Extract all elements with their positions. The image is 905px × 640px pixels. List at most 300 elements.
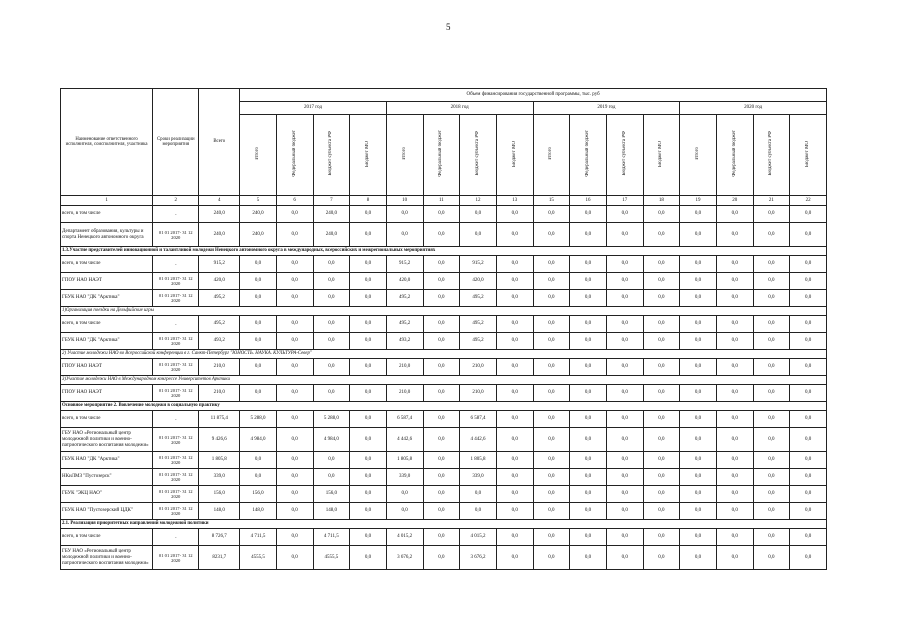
row-name: НКиЛМЗ "Пустозерск" [61,469,153,486]
row-value: 0,0 [570,290,607,307]
row-value: 0,0 [496,385,533,402]
row-value: 0,0 [680,273,717,290]
row-name: всего, в том числе [61,206,153,223]
row-value: 0,0 [496,273,533,290]
header-subcolumn-label: Бюджет субъекта РФ [475,131,481,176]
row-value: 0,0 [276,452,313,469]
column-number: 1 [61,196,153,206]
header-subcolumn [386,115,423,196]
row-value: 5 288,0 [240,411,277,428]
row-value: 4 984,0 [313,428,350,452]
row-value: 0,0 [276,546,313,570]
column-number: 6 [276,196,313,206]
row-value: 0,0 [716,290,753,307]
row-value: 0,0 [350,546,387,570]
row-value: 0,0 [790,359,827,376]
header-subcolumn-label: Итого [548,147,554,160]
row-value: 0,0 [533,333,570,350]
row-value: 0,0 [570,256,607,273]
row-value: 0,0 [496,316,533,333]
section-heading-row [61,376,827,385]
row-value: 0,0 [643,546,680,570]
header-year-2017: 2017 год [240,102,387,115]
row-value: 0,0 [716,469,753,486]
row-value: 0,0 [606,411,643,428]
row-value: 4 015,2 [386,529,423,546]
row-value: 339,0 [460,469,497,486]
row-value: 0,0 [606,273,643,290]
row-name: Департамент образования, культуры и спорта Ненецкого автономного округа [61,223,153,247]
row-value: 0,0 [680,223,717,247]
row-dates: 01 01 2017- 31 12 2020 [153,273,199,290]
row-value: 0,0 [350,273,387,290]
row-value: 0,0 [350,223,387,247]
row-dates: 01 01 2017- 31 12 2020 [153,503,199,520]
row-value: 0,0 [240,273,277,290]
row-value: 0,0 [753,529,790,546]
row-total: 8 726,7 [199,529,240,546]
row-value: 0,0 [753,316,790,333]
row-total: 915,2 [199,256,240,273]
row-value: 0,0 [606,546,643,570]
row-value: 0,0 [643,316,680,333]
row-value: 0,0 [423,256,460,273]
row-value: 0,0 [643,469,680,486]
row-value: 493,2 [386,333,423,350]
row-value: 0,0 [350,206,387,223]
row-value: 0,0 [496,206,533,223]
header-total-column: Всего [199,89,240,196]
row-value: 0,0 [680,359,717,376]
column-number: 19 [680,196,717,206]
header-subcolumn-label: Бюджет МО [365,140,370,167]
table-header [61,89,827,206]
row-value: 0,0 [643,273,680,290]
row-name: всего, в том числе [61,256,153,273]
row-value: 0,0 [496,428,533,452]
row-value: 0,0 [423,316,460,333]
row-value: 0,0 [423,223,460,247]
row-value: 0,0 [643,503,680,520]
row-value: 0,0 [570,316,607,333]
row-name: ГПОУ НАО НАЭТ [61,273,153,290]
row-value: 0,0 [350,411,387,428]
row-dates: - [153,411,199,428]
row-value: 0,0 [423,469,460,486]
column-number: 16 [570,196,607,206]
header-subcolumn-label: Итого [254,147,260,160]
row-value: 0,0 [276,206,313,223]
row-value: 0,0 [716,206,753,223]
section-heading-row [61,307,827,316]
row-value: 240,0 [240,206,277,223]
row-value: 0,0 [643,411,680,428]
row-value: 0,0 [570,223,607,247]
column-numbers-row [61,196,827,206]
row-value: 0,0 [680,529,717,546]
header-subcolumn [240,115,277,196]
row-total: 493,2 [199,333,240,350]
row-value: 0,0 [533,316,570,333]
row-value: 0,0 [716,503,753,520]
header-subcolumn [423,115,460,196]
row-value: 0,0 [313,469,350,486]
row-value: 4 711,5 [313,529,350,546]
header-subcolumn [606,115,643,196]
table-row [61,256,827,273]
row-value: 148,0 [240,503,277,520]
row-value: 0,0 [276,256,313,273]
row-value: 0,0 [386,223,423,247]
row-value: 0,0 [533,452,570,469]
row-value: 0,0 [680,316,717,333]
row-value: 0,0 [790,385,827,402]
row-value: 0,0 [643,256,680,273]
row-value: 3 676,2 [386,546,423,570]
row-value: 6 587,4 [386,411,423,428]
row-value: 0,0 [496,411,533,428]
row-value: 0,0 [570,529,607,546]
row-value: 0,0 [350,486,387,503]
row-dates: 01 01 2017- 31 12 2020 [153,546,199,570]
row-dates: - [153,206,199,223]
row-dates: 01 01 2017- 31 12 2020 [153,469,199,486]
row-value: 0,0 [276,385,313,402]
header-subcolumn [753,115,790,196]
row-value: 0,0 [753,359,790,376]
row-value: 0,0 [570,469,607,486]
row-value: 0,0 [240,469,277,486]
row-value: 0,0 [460,206,497,223]
row-value: 0,0 [680,411,717,428]
row-value: 0,0 [423,359,460,376]
table-row [61,452,827,469]
row-value: 0,0 [680,290,717,307]
row-value: 0,0 [790,316,827,333]
row-value: 0,0 [313,385,350,402]
row-value: 0,0 [533,411,570,428]
row-value: 420,0 [386,273,423,290]
row-value: 4555,5 [240,546,277,570]
row-value: 0,0 [716,316,753,333]
row-value: 0,0 [276,223,313,247]
row-value: 210,0 [460,385,497,402]
row-value: 0,0 [606,290,643,307]
row-value: 915,2 [386,256,423,273]
row-value: 0,0 [680,333,717,350]
row-value: 420,0 [460,273,497,290]
row-value: 0,0 [570,206,607,223]
row-value: 0,0 [606,452,643,469]
section-heading-row [61,247,827,256]
row-value: 156,0 [313,486,350,503]
column-number: 10 [386,196,423,206]
row-value: 0,0 [533,359,570,376]
column-number: 12 [460,196,497,206]
row-value: 0,0 [496,546,533,570]
row-value: 0,0 [276,333,313,350]
row-value: 0,0 [606,333,643,350]
row-value: 0,0 [496,469,533,486]
column-number: 7 [313,196,350,206]
row-value: 0,0 [716,273,753,290]
row-value: 0,0 [276,359,313,376]
row-value: 0,0 [606,486,643,503]
table-row [61,503,827,520]
row-value: 0,0 [533,428,570,452]
row-value: 0,0 [570,452,607,469]
row-value: 0,0 [790,469,827,486]
table-row [61,223,827,247]
row-name: ГБУК "ЭКЦ НАО" [61,486,153,503]
row-value: 0,0 [606,316,643,333]
table-row [61,385,827,402]
row-value: 0,0 [790,503,827,520]
row-value: 0,0 [680,452,717,469]
row-value: 0,0 [790,546,827,570]
row-value: 0,0 [386,206,423,223]
row-value: 210,0 [386,359,423,376]
row-value: 0,0 [790,529,827,546]
row-dates: 01 01 2017- 31 12 2020 [153,452,199,469]
table-row [61,333,827,350]
row-value: 240,0 [313,206,350,223]
row-total: 495,2 [199,290,240,307]
row-value: 0,0 [606,529,643,546]
row-value: 0,0 [643,290,680,307]
row-value: 0,0 [350,359,387,376]
table-body [61,206,827,570]
row-value: 5 288,0 [313,411,350,428]
column-number: 22 [790,196,827,206]
row-value: 0,0 [240,290,277,307]
page-number: 5 [446,22,451,32]
row-value: 0,0 [790,256,827,273]
row-name: ГБУК НАО "ДК "Арктика" [61,290,153,307]
header-subcolumn-label: Бюджет субъекта РФ [768,131,774,176]
row-total: 156,0 [199,486,240,503]
row-value: 0,0 [606,256,643,273]
column-number: 17 [606,196,643,206]
row-value: 0,0 [533,503,570,520]
header-subcolumn-label: Итого [695,147,701,160]
row-value: 0,0 [313,333,350,350]
row-value: 0,0 [716,256,753,273]
row-value: 0,0 [643,223,680,247]
row-value: 0,0 [680,503,717,520]
row-value: 495,2 [386,316,423,333]
row-value: 0,0 [533,469,570,486]
row-name: всего, в том числе [61,316,153,333]
row-value: 0,0 [716,529,753,546]
column-number: 18 [643,196,680,206]
section-heading: 2.1. Реализация приоритетных направлений молодежной политики [61,520,827,529]
row-value: 495,2 [460,290,497,307]
row-value: 0,0 [606,469,643,486]
row-value: 0,0 [350,469,387,486]
row-value: 0,0 [423,290,460,307]
header-year-2018: 2018 год [386,102,533,115]
row-value: 240,0 [240,223,277,247]
row-value: 0,0 [790,206,827,223]
row-value: 0,0 [350,503,387,520]
row-value: 0,0 [350,290,387,307]
section-heading: Основное мероприятие 2. Вовлечение молодежи в социальную практику [61,402,827,411]
row-value: 0,0 [496,503,533,520]
row-value: 210,0 [386,385,423,402]
row-value: 4 015,2 [460,529,497,546]
section-heading: 2) Участие молодежи НАО во Всероссийской конференции в г. Санкт-Петербург "ЮНОСТЬ. НАУКА. КУЛЬТУРА-Север" [61,350,827,359]
row-name: ГПОУ НАО НАЭТ [61,385,153,402]
row-value: 0,0 [790,428,827,452]
row-dates: 01 01 2017- 31 12 2020 [153,333,199,350]
header-subcolumn-label: Федеральный бюджет [438,130,444,177]
row-value: 0,0 [606,206,643,223]
row-value: 4555,5 [313,546,350,570]
row-total: 495,2 [199,316,240,333]
row-value: 0,0 [643,452,680,469]
row-value: 0,0 [716,452,753,469]
header-subcolumn [570,115,607,196]
row-dates: 01 01 2017- 31 12 2020 [153,428,199,452]
row-value: 0,0 [423,529,460,546]
row-value: 0,0 [643,486,680,503]
table-row [61,273,827,290]
row-value: 0,0 [753,486,790,503]
header-name-column: Наименование ответственного исполнителя, соисполнителя, участника [61,89,153,196]
row-value: 0,0 [753,256,790,273]
header-subcolumn-label: Бюджет субъекта РФ [328,131,334,176]
row-value: 0,0 [460,486,497,503]
row-value: 0,0 [276,316,313,333]
row-value: 148,0 [313,503,350,520]
row-value: 0,0 [276,486,313,503]
row-value: 0,0 [423,411,460,428]
row-value: 0,0 [790,486,827,503]
row-value: 0,0 [570,273,607,290]
row-value: 0,0 [606,428,643,452]
row-value: 0,0 [643,333,680,350]
column-number: 5 [240,196,277,206]
column-number: 13 [496,196,533,206]
row-value: 156,0 [240,486,277,503]
table-row [61,486,827,503]
row-value: 0,0 [753,469,790,486]
row-value: 0,0 [276,503,313,520]
table-row [61,206,827,223]
row-name: ГБУК НАО "Пустозерский ЦДК" [61,503,153,520]
row-value: 0,0 [423,273,460,290]
header-subcolumn [643,115,680,196]
section-heading: 1.3.Участие представителей инновационной и талантливой молодежи Ненецкого автономного округа в международных, всероссийских и межрегиональных мероприятиях [61,247,827,256]
table-row [61,546,827,570]
row-value: 0,0 [643,428,680,452]
row-value: 0,0 [460,503,497,520]
section-heading-row [61,402,827,411]
row-value: 495,2 [460,333,497,350]
column-number: 21 [753,196,790,206]
header-subcolumn-label: Бюджет МО [805,140,811,167]
row-value: 0,0 [606,223,643,247]
row-value: 0,0 [423,503,460,520]
row-value: 0,0 [276,469,313,486]
row-total: 210,0 [199,359,240,376]
row-value: 0,0 [533,290,570,307]
row-value: 0,0 [753,385,790,402]
row-value: 0,0 [423,452,460,469]
row-value: 0,0 [313,452,350,469]
row-value: 0,0 [790,411,827,428]
row-value: 0,0 [423,546,460,570]
row-name: ГБУ НАО «Региональный центр молодежной политики и военно-патриотического воспитания молодежи» [61,428,153,452]
row-value: 0,0 [423,206,460,223]
row-value: 0,0 [240,256,277,273]
row-value: 0,0 [496,486,533,503]
row-value: 0,0 [716,411,753,428]
header-subcolumn [276,115,313,196]
row-value: 0,0 [423,333,460,350]
row-value: 0,0 [533,273,570,290]
row-value: 915,2 [460,256,497,273]
header-subcolumn [350,115,387,196]
financing-table [60,88,827,570]
table-row [61,411,827,428]
row-value: 0,0 [570,503,607,520]
row-dates: - [153,316,199,333]
row-value: 0,0 [496,452,533,469]
row-value: 0,0 [276,411,313,428]
column-number: 8 [350,196,387,206]
row-dates: 01 01 2017- 31 12 2020 [153,486,199,503]
row-value: 0,0 [753,503,790,520]
row-name: всего, в том числе [61,529,153,546]
header-subcolumn [313,115,350,196]
row-value: 4 442,6 [386,428,423,452]
row-total: 1 805,8 [199,452,240,469]
row-value: 4 984,0 [240,428,277,452]
row-dates: 01 01 2017- 31 12 2020 [153,290,199,307]
row-total: 420,0 [199,273,240,290]
header-subcolumn-label: Федеральный бюджет [291,130,297,177]
row-value: 0,0 [533,256,570,273]
row-dates: 01 01 2017- 31 12 2020 [153,385,199,402]
table-row [61,316,827,333]
row-total: 210,0 [199,385,240,402]
row-value: 0,0 [240,385,277,402]
row-value: 0,0 [570,333,607,350]
row-value: 0,0 [313,316,350,333]
row-value: 0,0 [643,206,680,223]
column-number: 11 [423,196,460,206]
header-subcolumn-label: Бюджет МО [511,140,517,167]
row-name: ГБУК НАО "ДК "Арктика" [61,452,153,469]
header-subcolumn [716,115,753,196]
header-funding-title: Объем финансирования государственной программы, тыс. руб [240,89,827,102]
row-value: 0,0 [680,385,717,402]
row-total: 9 426,6 [199,428,240,452]
row-value: 0,0 [753,428,790,452]
row-value: 0,0 [643,385,680,402]
section-heading-row [61,350,827,359]
row-value: 0,0 [496,333,533,350]
row-value: 0,0 [350,256,387,273]
row-total: 339,0 [199,469,240,486]
row-value: 0,0 [606,503,643,520]
row-value: 4 442,6 [460,428,497,452]
row-value: 3 676,2 [460,546,497,570]
row-value: 0,0 [716,385,753,402]
row-value: 0,0 [716,223,753,247]
